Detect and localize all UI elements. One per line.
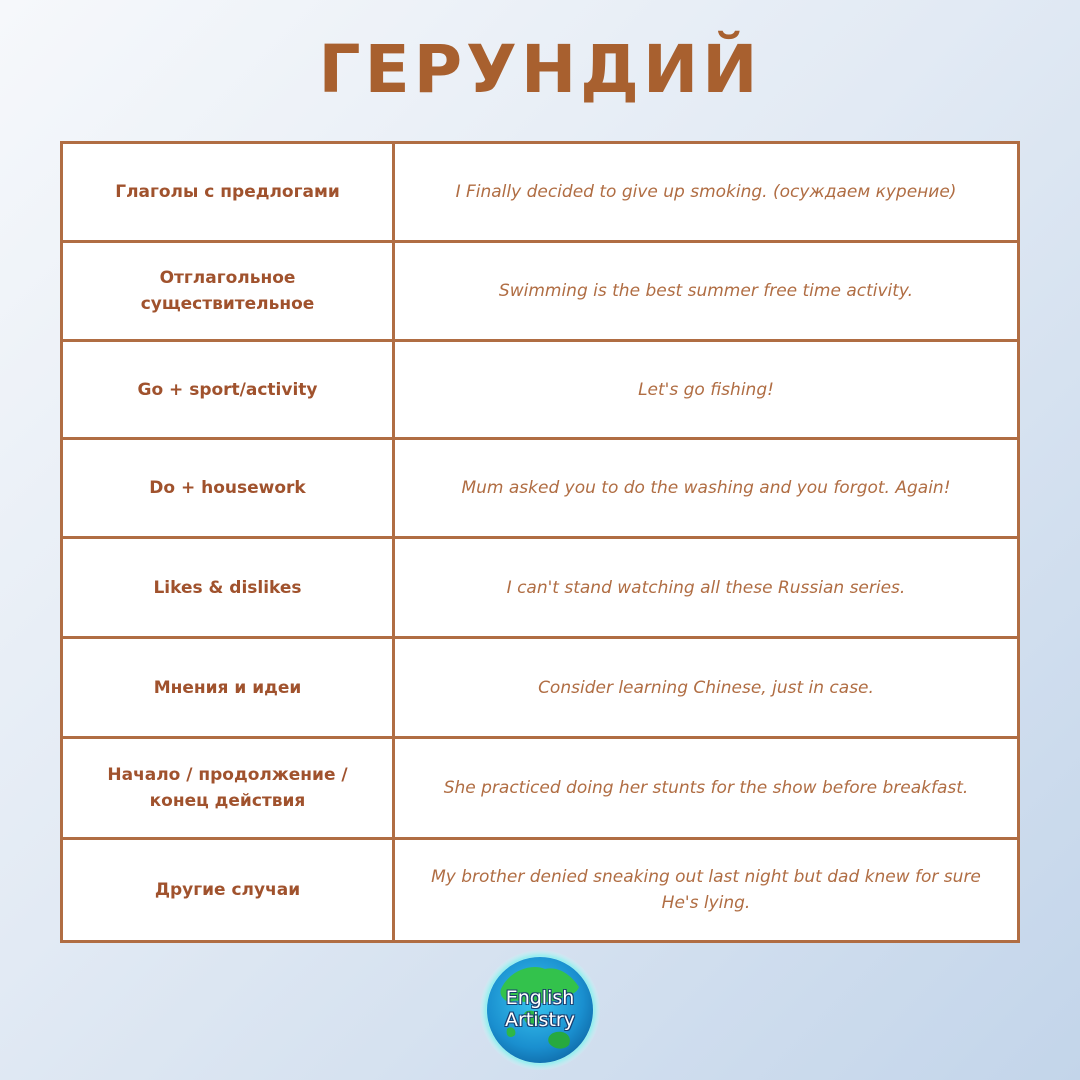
category-cell: Отглагольное существительное: [63, 243, 395, 339]
example-cell: Consider learning Chinese, just in case.: [538, 677, 874, 698]
category-cell: Глаголы с предлогами: [63, 144, 395, 240]
logo-text: [479, 987, 601, 1031]
category-cell: Likes & dislikes: [63, 539, 395, 636]
english-artistry-logo: [479, 949, 601, 1071]
table-row: [63, 739, 1017, 840]
category-cell: Go + sport/activity: [63, 342, 395, 437]
table-row: [63, 243, 1017, 342]
example-cell: I can't stand watching all these Russian series.: [506, 577, 906, 598]
example-cell: Let's go fishing!: [638, 379, 774, 400]
logo-line-2: Artistry: [505, 1009, 575, 1031]
category-cell: Начало / продолжение / конец действия: [63, 739, 395, 837]
table-row: [63, 639, 1017, 739]
table-row: [63, 440, 1017, 539]
table-row: [63, 144, 1017, 243]
table-row: [63, 539, 1017, 639]
table-row: [63, 840, 1017, 940]
example-cell: Mum asked you to do the washing and you forgot. Again!: [461, 478, 951, 498]
example-cell: My brother denied sneaking out last night but dad knew for sure He's lying.: [431, 867, 981, 913]
category-cell: Do + housework: [63, 440, 395, 536]
category-cell: Мнения и идеи: [63, 639, 395, 736]
category-cell: Другие случаи: [63, 840, 395, 940]
example-cell: She practiced doing her stunts for the show before breakfast.: [443, 778, 969, 798]
example-cell: I Finally decided to give up smoking. (осуждаем курение): [455, 182, 957, 202]
logo-line-1: English: [505, 987, 575, 1009]
page-title: ГЕРУНДИЙ: [318, 31, 762, 108]
gerund-table: [60, 141, 1020, 943]
example-cell: Swimming is the best summer free time activity.: [498, 281, 914, 301]
table-row: [63, 342, 1017, 440]
